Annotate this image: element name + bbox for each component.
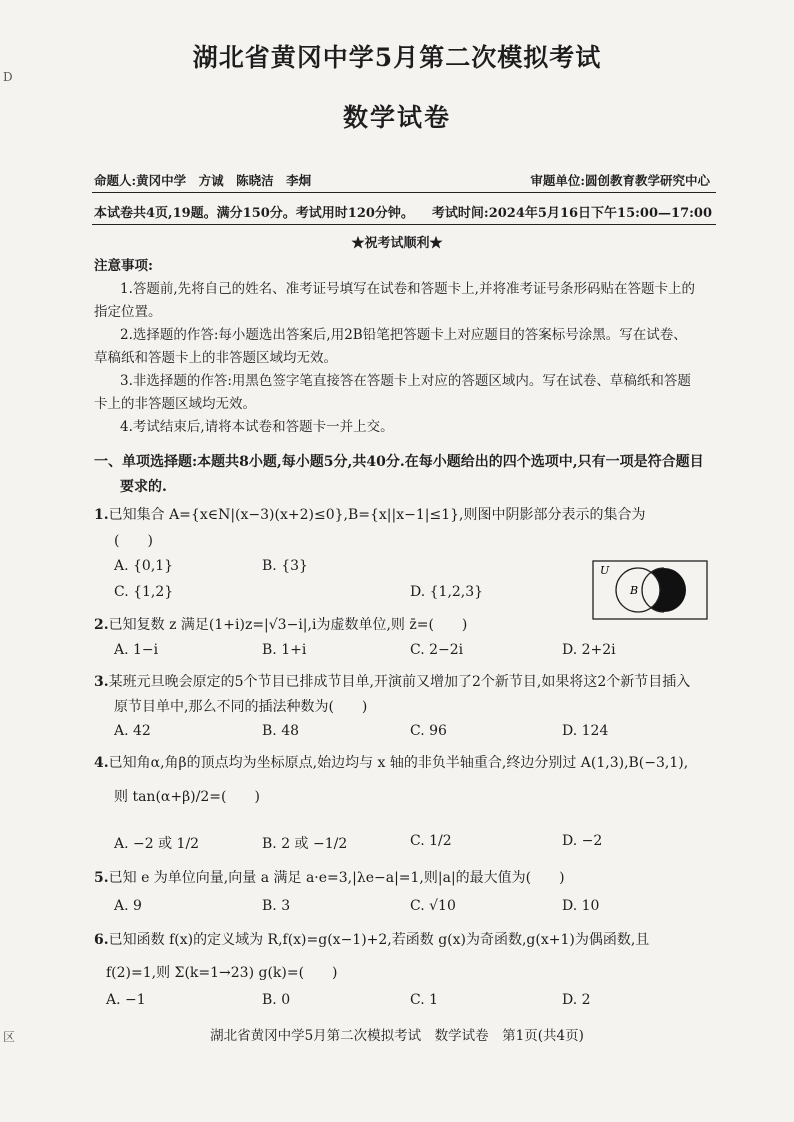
note-line: 草稿纸和答题卡上的非答题区域均无效。 (94, 350, 337, 366)
good-luck-banner: ★祝考试顺利★ (351, 236, 443, 251)
exam-title: 湖北省黄冈中学5月第二次模拟考试 (192, 43, 602, 72)
option-c: C. √10 (410, 898, 456, 914)
exam-info-left: 本试卷共4页,19题。满分150分。考试用时120分钟。 (94, 206, 414, 221)
question-text: 已知角α,角β的顶点均为坐标原点,始边均与 x 轴的非负半轴重合,终边分别过 A(1,3),B(−3,1), (108, 755, 689, 771)
question-number: 2. (94, 617, 109, 633)
option-c: C. 2−2i (410, 642, 464, 658)
option-a: A. 1−i (114, 642, 159, 658)
authors-right: 审题单位:圆创教育教学研究中心 (530, 173, 710, 188)
option-b: B. {3} (262, 558, 308, 574)
venn-diagram (592, 560, 708, 620)
question-number: 5. (94, 870, 109, 886)
binding-mark-top: D (3, 70, 13, 84)
option-d: D. {1,2,3} (410, 584, 484, 600)
option-b: B. 48 (262, 723, 300, 739)
question-text: 某班元旦晚会原定的5个节目已排成节目单,开演前又增加了2个新节目,如果将这2个新节目插入 (108, 674, 691, 690)
exam-subject: 数学试卷 (342, 103, 451, 132)
option-a: A. {0,1} (114, 558, 174, 574)
option-b: B. 1+i (262, 642, 307, 658)
option-d: D. 124 (562, 723, 609, 739)
note-line: 1.答题前,先将自己的姓名、准考证号填写在试卷和答题卡上,并将准考证号条形码贴在答题卡上的 (120, 281, 695, 297)
authors-left: 命题人:黄冈中学 方诚 陈晓洁 李炯 (94, 173, 312, 188)
option-d: D. 2+2i (562, 642, 616, 658)
option-b: B. 3 (262, 898, 291, 914)
option-d: D. 10 (562, 898, 600, 914)
question-1 (94, 504, 645, 524)
section-heading: 一、单项选择题:本题共8小题,每小题5分,共40分.在每小题给出的四个选项中,只有一项是符合题目 (94, 454, 704, 470)
option-a: A. 9 (114, 898, 142, 914)
option-a: A. 42 (114, 723, 151, 739)
question-6 (94, 929, 649, 949)
notes-heading: 注意事项: (94, 258, 153, 274)
question-text: 已知 e 为单位向量,向量 a 满足 a·e=3,|λe−a|=1,则|a|的最大值为( ) (108, 870, 565, 886)
option-a: A. −1 (106, 992, 146, 1008)
page-footer: 湖北省黄冈中学5月第二次模拟考试 数学试卷 第1页(共4页) (210, 1028, 584, 1044)
option-d: D. 2 (562, 992, 591, 1008)
question-number: 4. (94, 755, 109, 771)
venn-label-b: B (630, 584, 639, 597)
info-divider (92, 224, 716, 225)
question-text-cont: 则 tan(α+β)/2=( ) (114, 789, 260, 805)
header-divider (92, 192, 716, 193)
note-line: 3.非选择题的作答:用黑色签字笔直接答在答题卡上对应的答题区域内。写在试卷、草稿纸和答题 (120, 373, 691, 389)
venn-label-u: U (600, 564, 610, 577)
question-text-cont: ( ) (114, 533, 153, 549)
note-line: 2.选择题的作答:每小题选出答案后,用2B铅笔把答题卡上对应题目的答案标号涂黑。写在试卷、 (120, 327, 687, 343)
question-text: 已知复数 z 满足(1+i)z=|√3−i|,i为虚数单位,则 z̄=( ) (108, 617, 468, 633)
question-number: 6. (94, 932, 109, 948)
option-b: B. 2 或 −1/2 (262, 836, 348, 852)
option-c: C. {1,2} (114, 584, 174, 600)
question-number: 1. (94, 507, 109, 523)
note-line: 4.考试结束后,请将本试卷和答题卡一并上交。 (120, 419, 394, 435)
question-4 (94, 752, 688, 772)
question-3 (94, 671, 690, 691)
section-heading-cont: 要求的. (120, 479, 167, 495)
option-c: C. 1/2 (410, 833, 452, 849)
question-text-cont: 原节目单中,那么不同的插法种数为( ) (114, 699, 368, 715)
question-text-cont: f(2)=1,则 Σ(k=1→23) g(k)=( ) (106, 965, 338, 981)
question-5 (94, 867, 565, 887)
question-2 (94, 614, 467, 634)
note-line: 卡上的非答题区域均无效。 (94, 396, 256, 412)
option-a: A. −2 或 1/2 (114, 836, 200, 852)
option-c: C. 1 (410, 992, 439, 1008)
option-c: C. 96 (410, 723, 447, 739)
note-line: 指定位置。 (94, 304, 162, 320)
question-number: 3. (94, 674, 109, 690)
binding-mark-bottom: 区 (3, 1030, 16, 1044)
option-d: D. −2 (562, 833, 603, 849)
exam-info-right: 考试时间:2024年5月16日下午15:00—17:00 (431, 206, 712, 221)
option-b: B. 0 (262, 992, 291, 1008)
question-text: 已知函数 f(x)的定义域为 R,f(x)=g(x−1)+2,若函数 g(x)为奇函数,g(x+1)为偶函数,且 (108, 932, 650, 948)
question-text: 已知集合 A={x∈N|(x−3)(x+2)≤0},B={x||x−1|≤1},则图中阴影部分表示的集合为 (108, 507, 646, 523)
